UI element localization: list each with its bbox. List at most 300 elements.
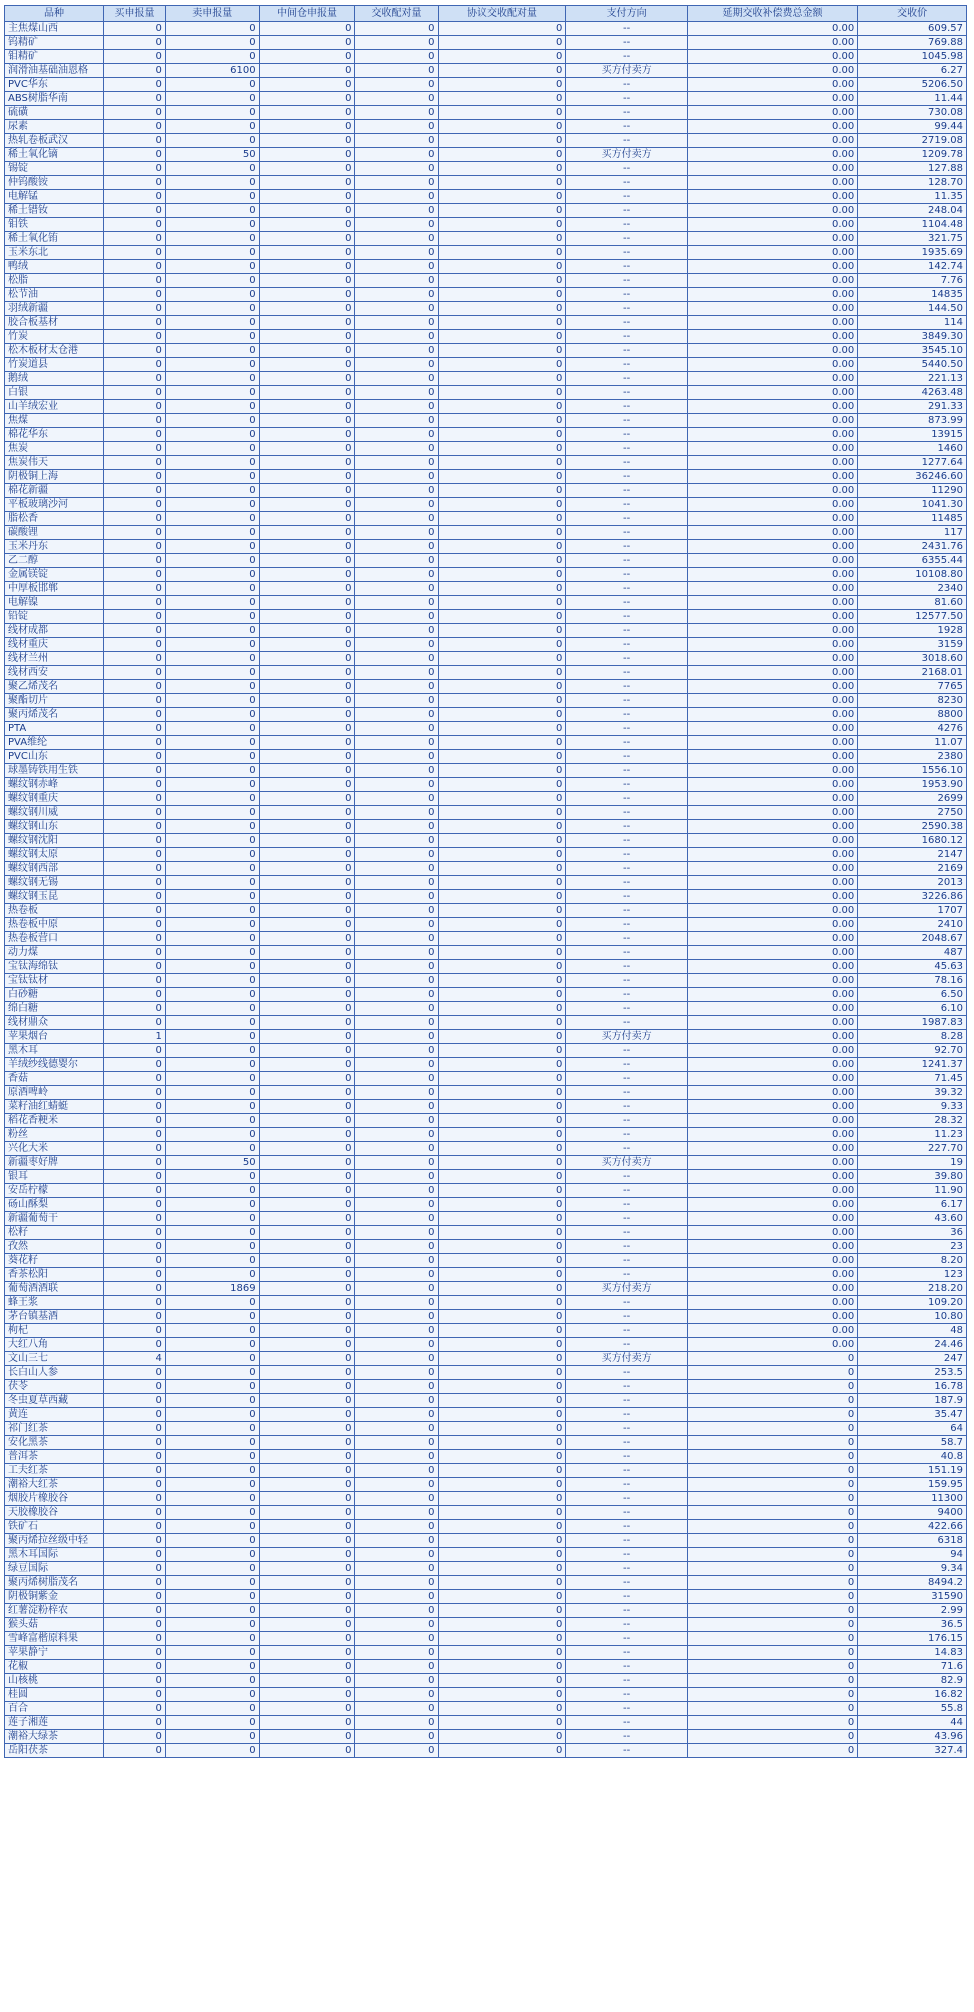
cell-delivery-price: 109.20 — [858, 1296, 967, 1310]
cell-deferral-compensation: 0.00 — [687, 694, 857, 708]
table-row — [5, 1030, 967, 1044]
cell-payment-direction: -- — [566, 1702, 687, 1716]
cell-payment-direction: -- — [566, 694, 687, 708]
cell-delivery-matched: 0 — [355, 288, 438, 302]
cell-buy-declared: 0 — [104, 974, 166, 988]
cell-payment-direction: -- — [566, 792, 687, 806]
cell-agreement-matched: 0 — [438, 1520, 566, 1534]
cell-deferral-compensation: 0.00 — [687, 372, 857, 386]
cell-intermediate-declared: 0 — [259, 1492, 355, 1506]
cell-delivery-price: 6.27 — [858, 64, 967, 78]
cell-buy-declared: 0 — [104, 1702, 166, 1716]
cell-payment-direction: -- — [566, 442, 687, 456]
cell-intermediate-declared: 0 — [259, 1072, 355, 1086]
cell-delivery-price: 6318 — [858, 1534, 967, 1548]
cell-delivery-matched: 0 — [355, 988, 438, 1002]
cell-agreement-matched: 0 — [438, 1702, 566, 1716]
cell-delivery-price: 1935.69 — [858, 246, 967, 260]
cell-buy-declared: 0 — [104, 582, 166, 596]
cell-variety: 稀土镨钕 — [5, 204, 104, 218]
cell-delivery-matched: 0 — [355, 50, 438, 64]
cell-deferral-compensation: 0 — [687, 1464, 857, 1478]
cell-payment-direction: -- — [566, 722, 687, 736]
cell-payment-direction: -- — [566, 848, 687, 862]
cell-delivery-price: 31590 — [858, 1590, 967, 1604]
cell-deferral-compensation: 0.00 — [687, 134, 857, 148]
cell-delivery-price: 8800 — [858, 708, 967, 722]
cell-buy-declared: 0 — [104, 1226, 166, 1240]
cell-sell-declared: 0 — [165, 764, 259, 778]
table-row — [5, 820, 967, 834]
cell-variety: 茅台镇基酒 — [5, 1310, 104, 1324]
cell-delivery-price: 11.35 — [858, 190, 967, 204]
table-row — [5, 778, 967, 792]
cell-intermediate-declared: 0 — [259, 848, 355, 862]
cell-payment-direction: -- — [566, 260, 687, 274]
cell-buy-declared: 0 — [104, 414, 166, 428]
cell-agreement-matched: 0 — [438, 1366, 566, 1380]
cell-agreement-matched: 0 — [438, 1576, 566, 1590]
cell-delivery-price: 28.32 — [858, 1114, 967, 1128]
cell-delivery-matched: 0 — [355, 708, 438, 722]
cell-buy-declared: 0 — [104, 106, 166, 120]
cell-agreement-matched: 0 — [438, 498, 566, 512]
table-row — [5, 1198, 967, 1212]
cell-payment-direction: -- — [566, 1450, 687, 1464]
cell-deferral-compensation: 0.00 — [687, 848, 857, 862]
cell-agreement-matched: 0 — [438, 904, 566, 918]
cell-deferral-compensation: 0.00 — [687, 498, 857, 512]
cell-variety: 螺纹钢玉昆 — [5, 890, 104, 904]
cell-variety: 冬虫夏草西藏 — [5, 1394, 104, 1408]
cell-agreement-matched: 0 — [438, 1142, 566, 1156]
cell-agreement-matched: 0 — [438, 190, 566, 204]
cell-delivery-matched: 0 — [355, 358, 438, 372]
table-row — [5, 1590, 967, 1604]
cell-intermediate-declared: 0 — [259, 134, 355, 148]
cell-buy-declared: 0 — [104, 680, 166, 694]
cell-payment-direction: -- — [566, 1226, 687, 1240]
cell-delivery-price: 43.96 — [858, 1730, 967, 1744]
cell-payment-direction: -- — [566, 834, 687, 848]
cell-delivery-price: 2.99 — [858, 1604, 967, 1618]
cell-variety: 松木板材太仓港 — [5, 344, 104, 358]
table-row — [5, 484, 967, 498]
cell-delivery-price: 11.44 — [858, 92, 967, 106]
cell-payment-direction: -- — [566, 736, 687, 750]
cell-delivery-matched: 0 — [355, 1688, 438, 1702]
col-header-agreement-matched: 协议交收配对量 — [438, 6, 566, 22]
cell-variety: 玉米丹东 — [5, 540, 104, 554]
cell-buy-declared: 0 — [104, 1128, 166, 1142]
col-header-delivery-price: 交收价 — [858, 6, 967, 22]
cell-variety: 电解锰 — [5, 190, 104, 204]
cell-agreement-matched: 0 — [438, 1352, 566, 1366]
cell-delivery-matched: 0 — [355, 1016, 438, 1030]
cell-agreement-matched: 0 — [438, 1002, 566, 1016]
cell-agreement-matched: 0 — [438, 1604, 566, 1618]
cell-delivery-price: 321.75 — [858, 232, 967, 246]
cell-deferral-compensation: 0.00 — [687, 736, 857, 750]
table-row — [5, 1324, 967, 1338]
cell-delivery-price: 45.63 — [858, 960, 967, 974]
cell-payment-direction: -- — [566, 1142, 687, 1156]
cell-delivery-matched: 0 — [355, 1170, 438, 1184]
cell-payment-direction: -- — [566, 22, 687, 36]
cell-agreement-matched: 0 — [438, 722, 566, 736]
cell-deferral-compensation: 0.00 — [687, 218, 857, 232]
cell-intermediate-declared: 0 — [259, 204, 355, 218]
table-row — [5, 1464, 967, 1478]
cell-intermediate-declared: 0 — [259, 932, 355, 946]
table-row — [5, 1450, 967, 1464]
cell-intermediate-declared: 0 — [259, 1548, 355, 1562]
cell-payment-direction: -- — [566, 134, 687, 148]
cell-agreement-matched: 0 — [438, 1534, 566, 1548]
cell-variety: 兴化大米 — [5, 1142, 104, 1156]
cell-payment-direction: -- — [566, 400, 687, 414]
table-row — [5, 988, 967, 1002]
cell-agreement-matched: 0 — [438, 694, 566, 708]
cell-payment-direction: -- — [566, 1534, 687, 1548]
cell-buy-declared: 1 — [104, 1030, 166, 1044]
cell-payment-direction: -- — [566, 106, 687, 120]
cell-deferral-compensation: 0.00 — [687, 428, 857, 442]
cell-delivery-matched: 0 — [355, 1100, 438, 1114]
cell-intermediate-declared: 0 — [259, 666, 355, 680]
cell-buy-declared: 0 — [104, 1324, 166, 1338]
cell-variety: 脂松香 — [5, 512, 104, 526]
cell-agreement-matched: 0 — [438, 1086, 566, 1100]
table-row — [5, 1562, 967, 1576]
cell-agreement-matched: 0 — [438, 1618, 566, 1632]
cell-payment-direction: -- — [566, 1324, 687, 1338]
cell-payment-direction: -- — [566, 484, 687, 498]
cell-intermediate-declared: 0 — [259, 1646, 355, 1660]
cell-delivery-matched: 0 — [355, 1058, 438, 1072]
cell-delivery-matched: 0 — [355, 694, 438, 708]
table-row — [5, 106, 967, 120]
cell-deferral-compensation: 0.00 — [687, 820, 857, 834]
cell-sell-declared: 50 — [165, 1156, 259, 1170]
cell-intermediate-declared: 0 — [259, 1590, 355, 1604]
table-row — [5, 134, 967, 148]
cell-buy-declared: 0 — [104, 36, 166, 50]
col-header-buy-declared: 买申报量 — [104, 6, 166, 22]
cell-delivery-matched: 0 — [355, 1240, 438, 1254]
cell-buy-declared: 0 — [104, 1408, 166, 1422]
cell-variety: 线材西安 — [5, 666, 104, 680]
cell-sell-declared: 0 — [165, 1576, 259, 1590]
cell-agreement-matched: 0 — [438, 1184, 566, 1198]
cell-variety: 焦炭 — [5, 442, 104, 456]
cell-payment-direction: -- — [566, 1646, 687, 1660]
cell-deferral-compensation: 0.00 — [687, 162, 857, 176]
cell-delivery-matched: 0 — [355, 372, 438, 386]
cell-agreement-matched: 0 — [438, 344, 566, 358]
cell-variety: 聚酯切片 — [5, 694, 104, 708]
cell-variety: 聚丙烯茂名 — [5, 708, 104, 722]
cell-delivery-price: 48 — [858, 1324, 967, 1338]
cell-intermediate-declared: 0 — [259, 988, 355, 1002]
cell-payment-direction: -- — [566, 680, 687, 694]
cell-agreement-matched: 0 — [438, 624, 566, 638]
cell-deferral-compensation: 0 — [687, 1380, 857, 1394]
cell-buy-declared: 0 — [104, 218, 166, 232]
cell-deferral-compensation: 0.00 — [687, 834, 857, 848]
cell-agreement-matched: 0 — [438, 36, 566, 50]
cell-variety: 羽绒新疆 — [5, 302, 104, 316]
cell-intermediate-declared: 0 — [259, 1604, 355, 1618]
cell-agreement-matched: 0 — [438, 1744, 566, 1758]
cell-intermediate-declared: 0 — [259, 246, 355, 260]
cell-delivery-price: 176.15 — [858, 1632, 967, 1646]
cell-sell-declared: 0 — [165, 1548, 259, 1562]
cell-variety: 螺纹钢重庆 — [5, 792, 104, 806]
cell-deferral-compensation: 0.00 — [687, 1212, 857, 1226]
cell-agreement-matched: 0 — [438, 316, 566, 330]
cell-delivery-price: 1707 — [858, 904, 967, 918]
cell-payment-direction: -- — [566, 358, 687, 372]
cell-agreement-matched: 0 — [438, 1156, 566, 1170]
cell-payment-direction: -- — [566, 610, 687, 624]
cell-delivery-price: 81.60 — [858, 596, 967, 610]
cell-delivery-matched: 0 — [355, 386, 438, 400]
table-row — [5, 92, 967, 106]
table-row — [5, 1016, 967, 1030]
cell-agreement-matched: 0 — [438, 386, 566, 400]
cell-sell-declared: 0 — [165, 22, 259, 36]
table-row — [5, 722, 967, 736]
cell-buy-declared: 0 — [104, 736, 166, 750]
table-row — [5, 148, 967, 162]
cell-intermediate-declared: 0 — [259, 1450, 355, 1464]
cell-variety: ABS树脂华南 — [5, 92, 104, 106]
cell-sell-declared: 0 — [165, 428, 259, 442]
cell-buy-declared: 0 — [104, 22, 166, 36]
cell-sell-declared: 0 — [165, 1030, 259, 1044]
cell-variety: 热卷板中原 — [5, 918, 104, 932]
cell-payment-direction: -- — [566, 512, 687, 526]
cell-sell-declared: 0 — [165, 1534, 259, 1548]
cell-sell-declared: 0 — [165, 1492, 259, 1506]
cell-deferral-compensation: 0.00 — [687, 1030, 857, 1044]
cell-agreement-matched: 0 — [438, 1632, 566, 1646]
cell-agreement-matched: 0 — [438, 1212, 566, 1226]
cell-payment-direction: -- — [566, 1128, 687, 1142]
cell-payment-direction: -- — [566, 428, 687, 442]
cell-agreement-matched: 0 — [438, 484, 566, 498]
cell-buy-declared: 0 — [104, 1240, 166, 1254]
cell-variety: 焦煤 — [5, 414, 104, 428]
cell-deferral-compensation: 0.00 — [687, 652, 857, 666]
table-row — [5, 316, 967, 330]
cell-variety: 线材兰州 — [5, 652, 104, 666]
table-row — [5, 1240, 967, 1254]
cell-sell-declared: 0 — [165, 1240, 259, 1254]
cell-agreement-matched: 0 — [438, 1030, 566, 1044]
cell-buy-declared: 0 — [104, 1380, 166, 1394]
cell-variety: 工夫红茶 — [5, 1464, 104, 1478]
cell-delivery-price: 40.8 — [858, 1450, 967, 1464]
cell-agreement-matched: 0 — [438, 1114, 566, 1128]
cell-deferral-compensation: 0.00 — [687, 50, 857, 64]
cell-deferral-compensation: 0.00 — [687, 1170, 857, 1184]
table-row — [5, 1212, 967, 1226]
cell-delivery-price: 159.95 — [858, 1478, 967, 1492]
cell-variety: 松节油 — [5, 288, 104, 302]
cell-intermediate-declared: 0 — [259, 778, 355, 792]
cell-delivery-price: 4276 — [858, 722, 967, 736]
cell-variety: 宝钛钛材 — [5, 974, 104, 988]
cell-delivery-matched: 0 — [355, 1506, 438, 1520]
cell-delivery-matched: 0 — [355, 1352, 438, 1366]
cell-delivery-matched: 0 — [355, 148, 438, 162]
cell-sell-declared: 0 — [165, 1450, 259, 1464]
cell-payment-direction: -- — [566, 1604, 687, 1618]
cell-agreement-matched: 0 — [438, 1394, 566, 1408]
cell-intermediate-declared: 0 — [259, 358, 355, 372]
cell-sell-declared: 0 — [165, 1478, 259, 1492]
cell-delivery-matched: 0 — [355, 918, 438, 932]
cell-variety: 乙二醇 — [5, 554, 104, 568]
cell-delivery-matched: 0 — [355, 1198, 438, 1212]
cell-payment-direction: -- — [566, 624, 687, 638]
cell-deferral-compensation: 0.00 — [687, 974, 857, 988]
cell-payment-direction: -- — [566, 974, 687, 988]
cell-delivery-matched: 0 — [355, 848, 438, 862]
cell-delivery-price: 117 — [858, 526, 967, 540]
cell-payment-direction: -- — [566, 232, 687, 246]
cell-buy-declared: 0 — [104, 386, 166, 400]
cell-variety: PTA — [5, 722, 104, 736]
cell-variety: 动力煤 — [5, 946, 104, 960]
cell-agreement-matched: 0 — [438, 1128, 566, 1142]
cell-agreement-matched: 0 — [438, 330, 566, 344]
cell-deferral-compensation: 0.00 — [687, 120, 857, 134]
table-row — [5, 1100, 967, 1114]
cell-deferral-compensation: 0.00 — [687, 260, 857, 274]
cell-deferral-compensation: 0.00 — [687, 624, 857, 638]
cell-delivery-matched: 0 — [355, 78, 438, 92]
cell-variety: 孜然 — [5, 1240, 104, 1254]
cell-intermediate-declared: 0 — [259, 316, 355, 330]
cell-variety: PVA维纶 — [5, 736, 104, 750]
cell-deferral-compensation: 0.00 — [687, 302, 857, 316]
cell-payment-direction: -- — [566, 1688, 687, 1702]
cell-buy-declared: 0 — [104, 946, 166, 960]
table-row — [5, 610, 967, 624]
cell-delivery-price: 8494.2 — [858, 1576, 967, 1590]
table-row — [5, 848, 967, 862]
cell-delivery-price: 36 — [858, 1226, 967, 1240]
cell-delivery-price: 3159 — [858, 638, 967, 652]
cell-buy-declared: 0 — [104, 568, 166, 582]
cell-delivery-matched: 0 — [355, 22, 438, 36]
cell-intermediate-declared: 0 — [259, 638, 355, 652]
cell-intermediate-declared: 0 — [259, 904, 355, 918]
cell-delivery-matched: 0 — [355, 974, 438, 988]
settlement-table — [4, 5, 967, 1758]
cell-variety: 葡萄酒酒联 — [5, 1282, 104, 1296]
cell-sell-declared: 0 — [165, 778, 259, 792]
table-row — [5, 190, 967, 204]
cell-agreement-matched: 0 — [438, 834, 566, 848]
cell-payment-direction: -- — [566, 1660, 687, 1674]
cell-payment-direction: -- — [566, 1422, 687, 1436]
cell-variety: 岳阳茯茶 — [5, 1744, 104, 1758]
cell-variety: 竹炭 — [5, 330, 104, 344]
cell-delivery-matched: 0 — [355, 876, 438, 890]
cell-delivery-price: 11485 — [858, 512, 967, 526]
cell-agreement-matched: 0 — [438, 848, 566, 862]
table-row — [5, 862, 967, 876]
cell-buy-declared: 0 — [104, 1394, 166, 1408]
cell-sell-declared: 0 — [165, 400, 259, 414]
cell-variety: 聚丙烯拉丝级中轻 — [5, 1534, 104, 1548]
cell-deferral-compensation: 0 — [687, 1492, 857, 1506]
cell-delivery-price: 4263.48 — [858, 386, 967, 400]
cell-payment-direction: -- — [566, 750, 687, 764]
cell-delivery-matched: 0 — [355, 1366, 438, 1380]
cell-delivery-price: 1680.12 — [858, 834, 967, 848]
cell-buy-declared: 0 — [104, 484, 166, 498]
cell-delivery-matched: 0 — [355, 1492, 438, 1506]
cell-buy-declared: 0 — [104, 722, 166, 736]
cell-sell-declared: 0 — [165, 1674, 259, 1688]
cell-delivery-matched: 0 — [355, 246, 438, 260]
cell-agreement-matched: 0 — [438, 974, 566, 988]
cell-delivery-matched: 0 — [355, 904, 438, 918]
cell-intermediate-declared: 0 — [259, 512, 355, 526]
cell-deferral-compensation: 0.00 — [687, 988, 857, 1002]
cell-payment-direction: -- — [566, 1548, 687, 1562]
cell-intermediate-declared: 0 — [259, 414, 355, 428]
cell-sell-declared: 0 — [165, 1142, 259, 1156]
cell-delivery-price: 43.60 — [858, 1212, 967, 1226]
cell-delivery-price: 5440.50 — [858, 358, 967, 372]
cell-sell-declared: 0 — [165, 862, 259, 876]
table-row — [5, 456, 967, 470]
cell-deferral-compensation: 0 — [687, 1408, 857, 1422]
cell-intermediate-declared: 0 — [259, 736, 355, 750]
cell-intermediate-declared: 0 — [259, 1044, 355, 1058]
table-row — [5, 918, 967, 932]
cell-sell-declared: 0 — [165, 78, 259, 92]
cell-variety: 黄连 — [5, 1408, 104, 1422]
cell-delivery-price: 14.83 — [858, 1646, 967, 1660]
cell-delivery-matched: 0 — [355, 764, 438, 778]
cell-variety: 锡锭 — [5, 162, 104, 176]
cell-agreement-matched: 0 — [438, 1100, 566, 1114]
cell-intermediate-declared: 0 — [259, 1716, 355, 1730]
cell-intermediate-declared: 0 — [259, 1394, 355, 1408]
cell-intermediate-declared: 0 — [259, 148, 355, 162]
cell-sell-declared: 0 — [165, 232, 259, 246]
table-row — [5, 400, 967, 414]
cell-agreement-matched: 0 — [438, 1492, 566, 1506]
cell-variety: 松籽 — [5, 1226, 104, 1240]
cell-buy-declared: 0 — [104, 1450, 166, 1464]
cell-agreement-matched: 0 — [438, 120, 566, 134]
cell-delivery-matched: 0 — [355, 1674, 438, 1688]
table-row — [5, 78, 967, 92]
cell-deferral-compensation: 0.00 — [687, 1226, 857, 1240]
cell-variety: 银耳 — [5, 1170, 104, 1184]
cell-intermediate-declared: 0 — [259, 386, 355, 400]
table-row — [5, 1436, 967, 1450]
cell-deferral-compensation: 0.00 — [687, 680, 857, 694]
